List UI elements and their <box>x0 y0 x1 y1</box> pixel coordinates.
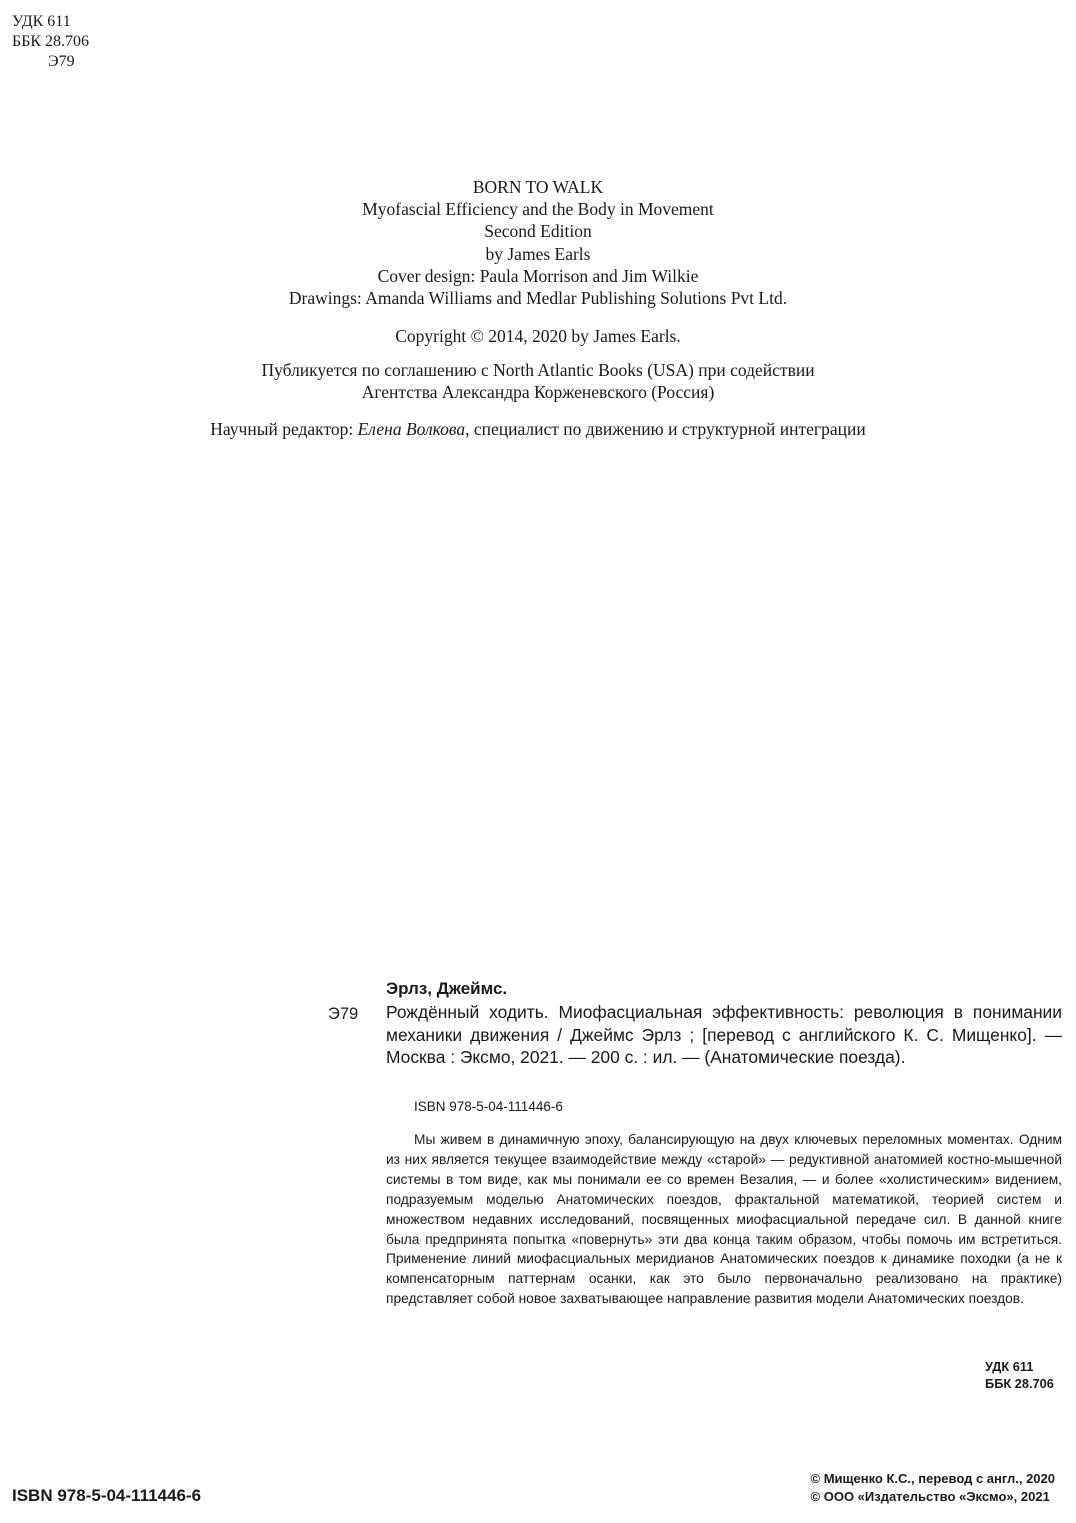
editor-suffix: , специалист по движению и структурной интеграции <box>465 419 866 439</box>
publishing-agreement <box>0 359 1076 403</box>
editor-name: Елена Волкова <box>357 419 466 439</box>
agreement-line-2: Агентства Александра Корженевского (Россия) <box>361 382 715 402</box>
scientific-editor <box>0 418 1076 440</box>
catalog-bbk: ББК 28.706 <box>985 1376 1054 1391</box>
book-annotation: Мы живем в динамичную эпоху, балансирующую на двух ключевых переломных моментах. Одним из них является текущее взаимодействие между «старой» — редуктивной анатомией костно-мышечной системы в том виде, как мы понимали ее со времен Везалия, — и более «холистическим» видением, подразуемым моделью Анатомических поездов, фрактальной математикой, теорией систем и множеством недавних исследований, посвященных миофасциальной передаче сил. В данной книге была предпринята попытка «повернуть» эти два конца таким образом, чтобы помочь им встретиться. Применение линий миофасциальных меридианов Анатомических поездов к динамике походки (а не к компенсаторным паттернам осанки, как это было первоначально реализовано на практике) представляет собой новое захватывающее направление развития модели Анатомических поездов. <box>386 1132 1062 1307</box>
original-subtitle: Myofascial Efficiency and the Body in Movement <box>362 199 714 220</box>
author-sign: Э79 <box>48 53 75 70</box>
footer-isbn: ISBN 978-5-04-111446-6 <box>12 1486 202 1505</box>
catalog-isbn: ISBN 978-5-04-111446-6 <box>414 1099 563 1114</box>
copyright-publisher: © ООО «Издательство «Эксмо», 2021 <box>810 1488 1050 1504</box>
catalog-card-heading: Эрлз, Джеймс. <box>386 979 508 998</box>
top-classification <box>12 12 89 72</box>
footer-copyrights <box>811 1470 1055 1505</box>
agreement-line-1: Публикуется по соглашению с North Atlantic Books (USA) при содействии <box>261 360 815 380</box>
catalog-description: Рождённый ходить. Миофасциальная эффективность: революция в понимании механики движения / Джеймс Эрлз ; [перевод с английского К. С. Мищенко]. — Москва : Эксмо, 2021. — 200 с. : ил. — (Анатомические поезда). <box>386 1002 1062 1067</box>
original-author: by James Earls <box>485 243 591 264</box>
cover-design-credit: Cover design: Paula Morrison and Jim Wilkie <box>377 265 699 286</box>
original-edition: Second Edition <box>484 221 592 242</box>
original-title: BORN TO WALK <box>472 177 604 197</box>
editor-prefix: Научный редактор: <box>210 419 358 439</box>
bbk-code: ББК 28.706 <box>12 33 90 50</box>
catalog-author-sign: Э79 <box>328 1005 359 1023</box>
drawings-credit: Drawings: Amanda Williams and Medlar Publishing Solutions Pvt Ltd. <box>288 288 788 309</box>
udk-code: УДК 611 <box>12 13 71 30</box>
original-edition-info <box>0 176 1076 309</box>
catalog-udk: УДК 611 <box>985 1359 1034 1374</box>
copyright-translation: © Мищенко К.С., перевод с англ., 2020 <box>810 1471 1055 1486</box>
original-copyright: Copyright © 2014, 2020 by James Earls. <box>395 326 681 346</box>
catalog-classification <box>985 1358 1054 1392</box>
